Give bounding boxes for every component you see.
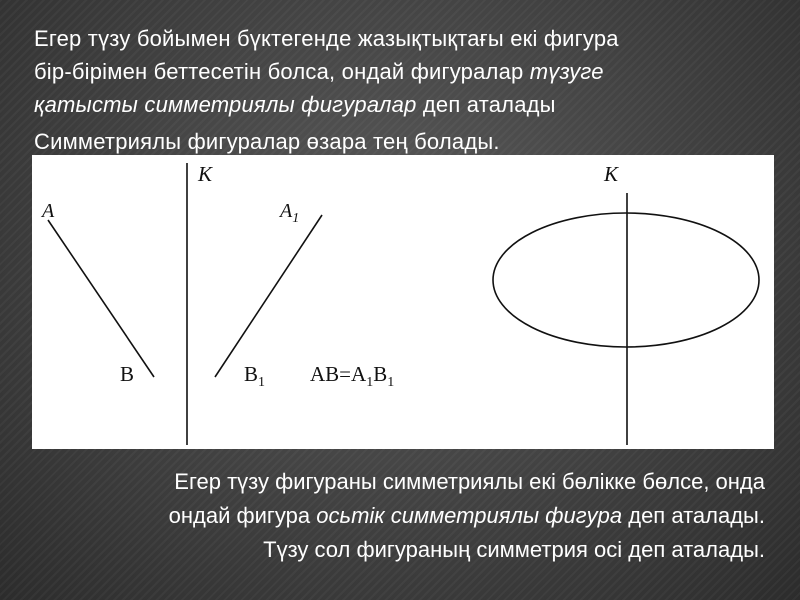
label-B: B: [120, 362, 135, 386]
axial-line-3: Түзу сол фигураның симметрия осі деп аталады.: [263, 537, 765, 562]
equation-AB-equals-A1B1: $AB=A_1B_1$: [310, 362, 395, 390]
segment-A1B1: [215, 215, 322, 377]
label-A1: $A_1$: [280, 200, 300, 226]
label-A: A: [42, 200, 55, 222]
definition-line-3-italic: қатысты симметриялы фигуралар: [34, 92, 417, 117]
axial-symmetry-text: [30, 465, 765, 567]
equality-statement: Симметриялы фигуралар өзара тең болады.: [34, 129, 500, 154]
segment-AB: [48, 220, 154, 377]
symmetry-figure-panel: [32, 155, 774, 449]
definition-line-3: [34, 88, 754, 121]
definition-text: [34, 22, 754, 158]
definition-line-2: [34, 55, 754, 88]
ellipse-figure: [493, 213, 759, 347]
definition-line-2-italic: түзуге: [529, 59, 604, 84]
axial-line-2: [30, 499, 765, 533]
axial-line-1: Егер түзу фигураны симметриялы екі бөлікке бөлсе, онда: [174, 469, 765, 494]
definition-line-3-normal: деп аталады: [416, 92, 556, 117]
axial-line-2-normal-a: ондай фигура: [168, 503, 317, 528]
axial-line-2-normal-b: деп аталады.: [622, 503, 765, 528]
definition-line-1: Егер түзу бойымен бүктегенде жазықтықтағы екі фигура: [34, 26, 619, 51]
label-K-left: K: [198, 162, 213, 186]
definition-line-2-normal: бір-бірімен беттесетін болса, ондай фигуралар: [34, 59, 530, 84]
label-K-right: K: [604, 162, 619, 186]
label-B1: $B_1$: [244, 362, 266, 390]
symmetry-figure: [32, 155, 774, 449]
axial-line-2-italic: осьтік симметриялы фигура: [316, 503, 623, 528]
